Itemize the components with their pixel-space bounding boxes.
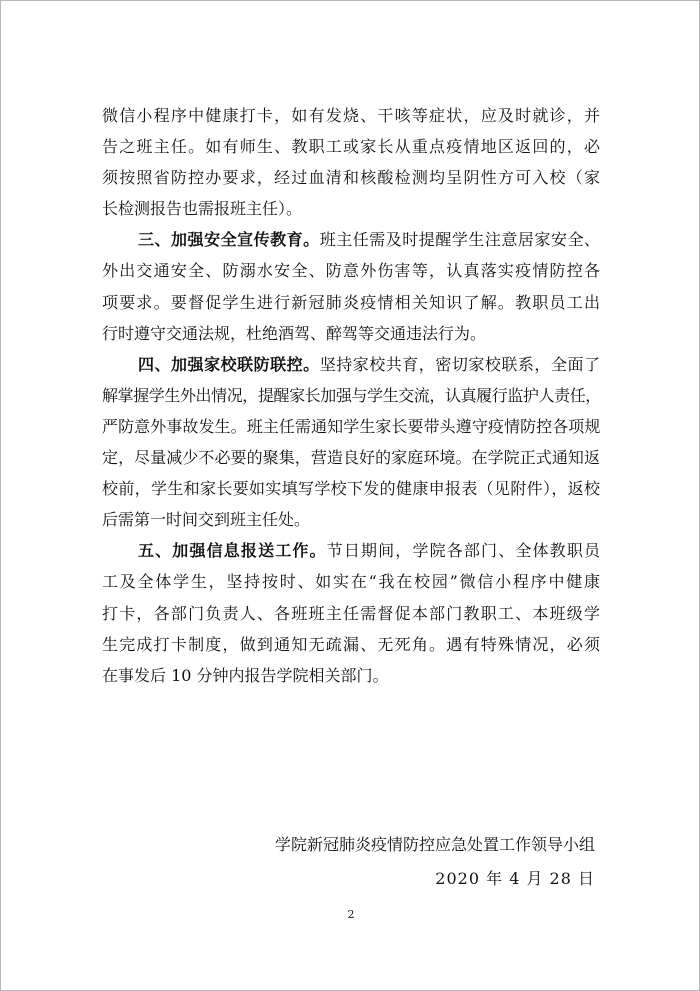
text-line: 在事发后 10 分钟内报告学院相关部门。 (102, 665, 389, 685)
section-4-heading: 四、加强家校联防联控。 (138, 354, 320, 374)
text-line: 微信小程序中健康打卡，如有发烧、干咳等症状，应及时就诊，并 (102, 106, 600, 125)
section-3-first-line: 班主任需及时提醒学生注意居家安全、 (319, 230, 600, 250)
paragraph-continued (102, 100, 600, 224)
text-line: 后需第一时间交到班主任处。 (102, 510, 311, 530)
text-line: 外出交通安全、防溺水安全、防意外伤害等，认真落实疫情防控各 (102, 261, 600, 281)
text-line: 告之班主任。如有师生、教职工或家长从重点疫情地区返回的，必 (102, 137, 600, 157)
text-line: 项要求。要督促学生进行新冠肺炎疫情相关知识了解。教职员工出 (102, 292, 600, 312)
text-line: 须按照省防控办要求，经过血清和核酸检测均呈阴性方可入校（家 (102, 168, 600, 188)
text-line: 工及全体学生，坚持按时、如实在“我在校园”微信小程序中健康 (102, 572, 600, 592)
text-line: 行时遵守交通法规，杜绝酒驾、醉驾等交通违法行为。 (102, 323, 487, 343)
text-line: 定，尽量减少不必要的聚集，营造良好的家庭环境。在学院正式通知返 (102, 448, 600, 468)
section-5-paragraph (102, 535, 600, 690)
section-4-paragraph (102, 349, 600, 536)
page-number: 2 (347, 908, 355, 921)
text-line: 生完成打卡制度，做到通知无疏漏、无死角。遇有特殊情况，必须 (102, 634, 600, 654)
text-line (102, 224, 600, 255)
text-line: 严防意外事故发生。班主任需通知学生家长要带头遵守疫情防控各项规 (102, 416, 600, 436)
section-5-heading: 五、加强信息报送工作。 (138, 541, 327, 561)
signature-organization: 学院新冠肺炎疫情防控应急处置工作领导小组 (274, 835, 595, 854)
section-5-first-line: 节日期间，学院各部门、全体教职员 (326, 541, 600, 561)
text-line (102, 535, 600, 566)
section-3-heading: 三、加强安全宣传教育。 (138, 230, 320, 250)
document-body (102, 100, 600, 691)
section-3-paragraph (102, 224, 600, 348)
text-line: 解掌握学生外出情况，提醒家长加强与学生交流，认真履行监护人责任， (102, 385, 600, 405)
text-line: 打卡，各部门负责人、各班班主任需督促本部门教职工、本班级学 (102, 603, 600, 623)
signature-block (275, 828, 595, 896)
signature-date: 2020 年 4 月 28 日 (435, 869, 595, 888)
text-line: 校前，学生和家长要如实填写学校下发的健康申报表（见附件），返校 (102, 479, 600, 499)
text-line: 长检测报告也需报班主任）。 (102, 199, 303, 219)
section-4-first-line: 坚持家校共育，密切家校联系，全面了 (319, 354, 600, 374)
text-line (102, 349, 600, 380)
